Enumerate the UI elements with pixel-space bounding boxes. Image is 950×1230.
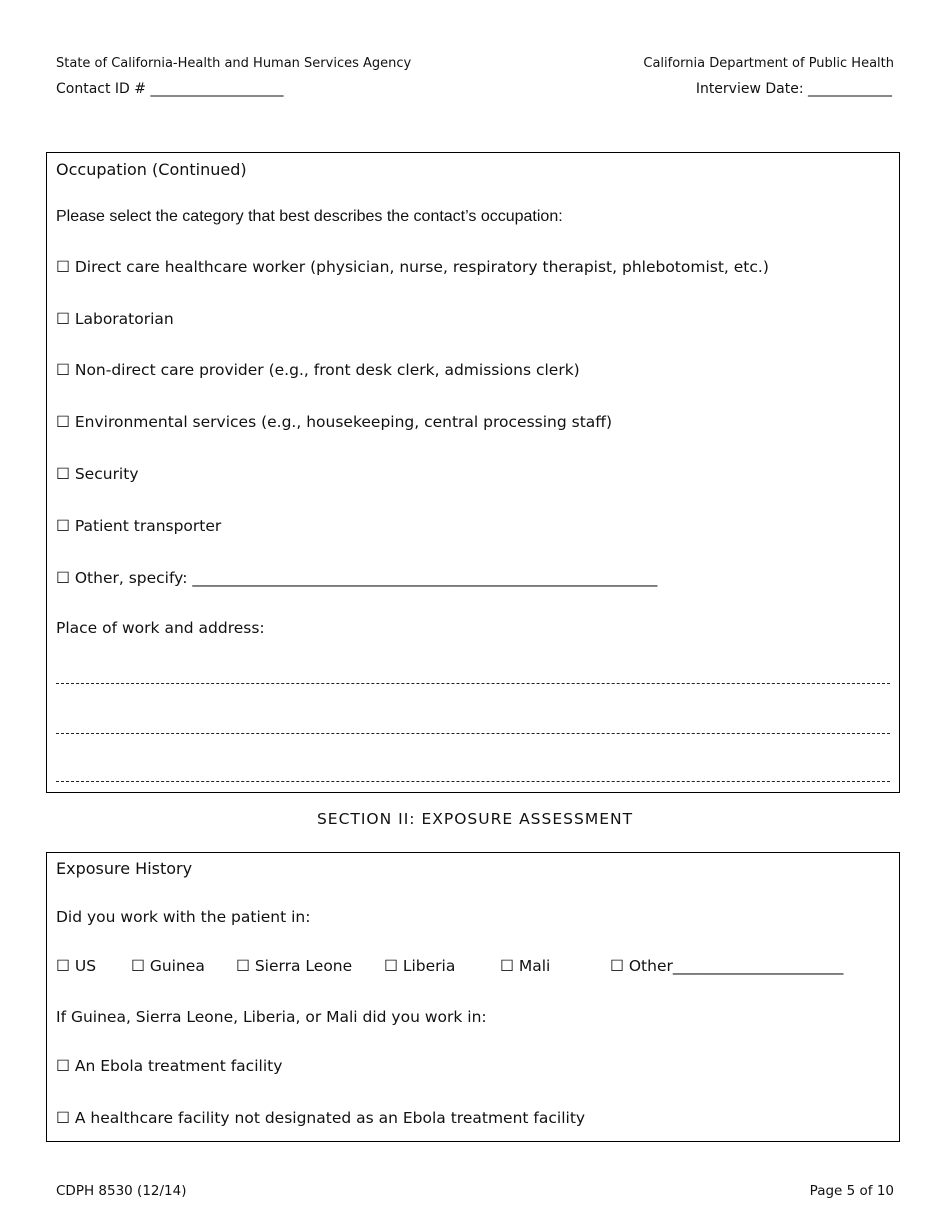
facility-ebola-treatment[interactable] bbox=[56, 1057, 282, 1075]
form-id: CDPH 8530 (12/14) bbox=[56, 1183, 187, 1199]
occupation-title: Occupation (Continued) bbox=[56, 160, 247, 179]
option-laboratorian[interactable] bbox=[56, 310, 174, 328]
interview-date-field[interactable]: Interview Date: ____________ bbox=[695, 81, 892, 97]
country-label: Liberia bbox=[402, 957, 456, 975]
occupation-prompt: Please select the category that best describes the contact’s occupation: bbox=[56, 208, 563, 225]
country-us[interactable] bbox=[56, 957, 96, 975]
country-label: US bbox=[74, 957, 97, 975]
exposure-history-section bbox=[46, 852, 900, 1142]
option-direct-care[interactable] bbox=[56, 258, 769, 276]
facility-non-designated[interactable] bbox=[56, 1109, 585, 1127]
followup-question: If Guinea, Sierra Leone, Liberia, or Mali did you work in: bbox=[56, 1008, 487, 1026]
country-label: Mali bbox=[518, 957, 551, 975]
checkbox[interactable]: ☐ bbox=[56, 569, 70, 587]
option-label: Laboratorian bbox=[74, 310, 174, 328]
checkbox[interactable]: ☐ bbox=[56, 361, 70, 379]
checkbox[interactable]: ☐ bbox=[384, 957, 398, 975]
contact-id-field[interactable]: Contact ID # ___________________ bbox=[56, 81, 284, 97]
country-liberia[interactable] bbox=[384, 957, 455, 975]
checkbox[interactable]: ☐ bbox=[610, 957, 624, 975]
checkbox[interactable]: ☐ bbox=[56, 1057, 70, 1075]
checkbox[interactable]: ☐ bbox=[131, 957, 145, 975]
checkbox[interactable]: ☐ bbox=[56, 517, 70, 535]
page-number: Page 5 of 10 bbox=[809, 1183, 894, 1199]
option-security[interactable] bbox=[56, 465, 139, 483]
address-line-1[interactable] bbox=[56, 683, 890, 684]
address-line-3[interactable] bbox=[56, 781, 890, 782]
exposure-question: Did you work with the patient in: bbox=[56, 908, 311, 926]
option-label: Patient transporter bbox=[74, 517, 222, 535]
option-label: Non-direct care provider (e.g., front desk clerk, admissions clerk) bbox=[74, 361, 580, 379]
address-line-2[interactable] bbox=[56, 733, 890, 734]
agency-name: State of California-Health and Human Services Agency bbox=[56, 56, 412, 71]
checkbox[interactable]: ☐ bbox=[56, 465, 70, 483]
checkbox[interactable]: ☐ bbox=[500, 957, 514, 975]
occupation-section bbox=[46, 152, 900, 793]
option-label: A healthcare facility not designated as an Ebola treatment facility bbox=[74, 1109, 586, 1127]
country-label: Sierra Leone bbox=[254, 957, 353, 975]
option-label: Other, specify: ____________________________________________________________ bbox=[74, 569, 658, 587]
country-mali[interactable] bbox=[500, 957, 550, 975]
checkbox[interactable]: ☐ bbox=[56, 957, 70, 975]
checkbox[interactable]: ☐ bbox=[56, 310, 70, 328]
option-environmental-services[interactable] bbox=[56, 413, 612, 431]
checkbox[interactable]: ☐ bbox=[56, 1109, 70, 1127]
section-title: SECTION II: EXPOSURE ASSESSMENT bbox=[316, 810, 634, 828]
country-other[interactable] bbox=[610, 957, 843, 975]
option-label: Direct care healthcare worker (physician, nurse, respiratory therapist, phlebotomist, etc.) bbox=[74, 258, 769, 276]
exposure-title: Exposure History bbox=[56, 859, 193, 878]
option-label: An Ebola treatment facility bbox=[74, 1057, 283, 1075]
country-guinea[interactable] bbox=[131, 957, 205, 975]
option-label: Environmental services (e.g., housekeeping, central processing staff) bbox=[74, 413, 613, 431]
option-patient-transporter[interactable] bbox=[56, 517, 221, 535]
option-non-direct-care[interactable] bbox=[56, 361, 580, 379]
option-label: Security bbox=[74, 465, 139, 483]
checkbox[interactable]: ☐ bbox=[56, 258, 70, 276]
country-label: Guinea bbox=[149, 957, 205, 975]
country-label: Other______________________ bbox=[628, 957, 844, 975]
department-name: California Department of Public Health bbox=[643, 56, 894, 71]
country-sierra-leone[interactable] bbox=[236, 957, 352, 975]
place-of-work-label: Place of work and address: bbox=[56, 619, 265, 637]
checkbox[interactable]: ☐ bbox=[56, 413, 70, 431]
checkbox[interactable]: ☐ bbox=[236, 957, 250, 975]
option-other[interactable] bbox=[56, 569, 657, 587]
